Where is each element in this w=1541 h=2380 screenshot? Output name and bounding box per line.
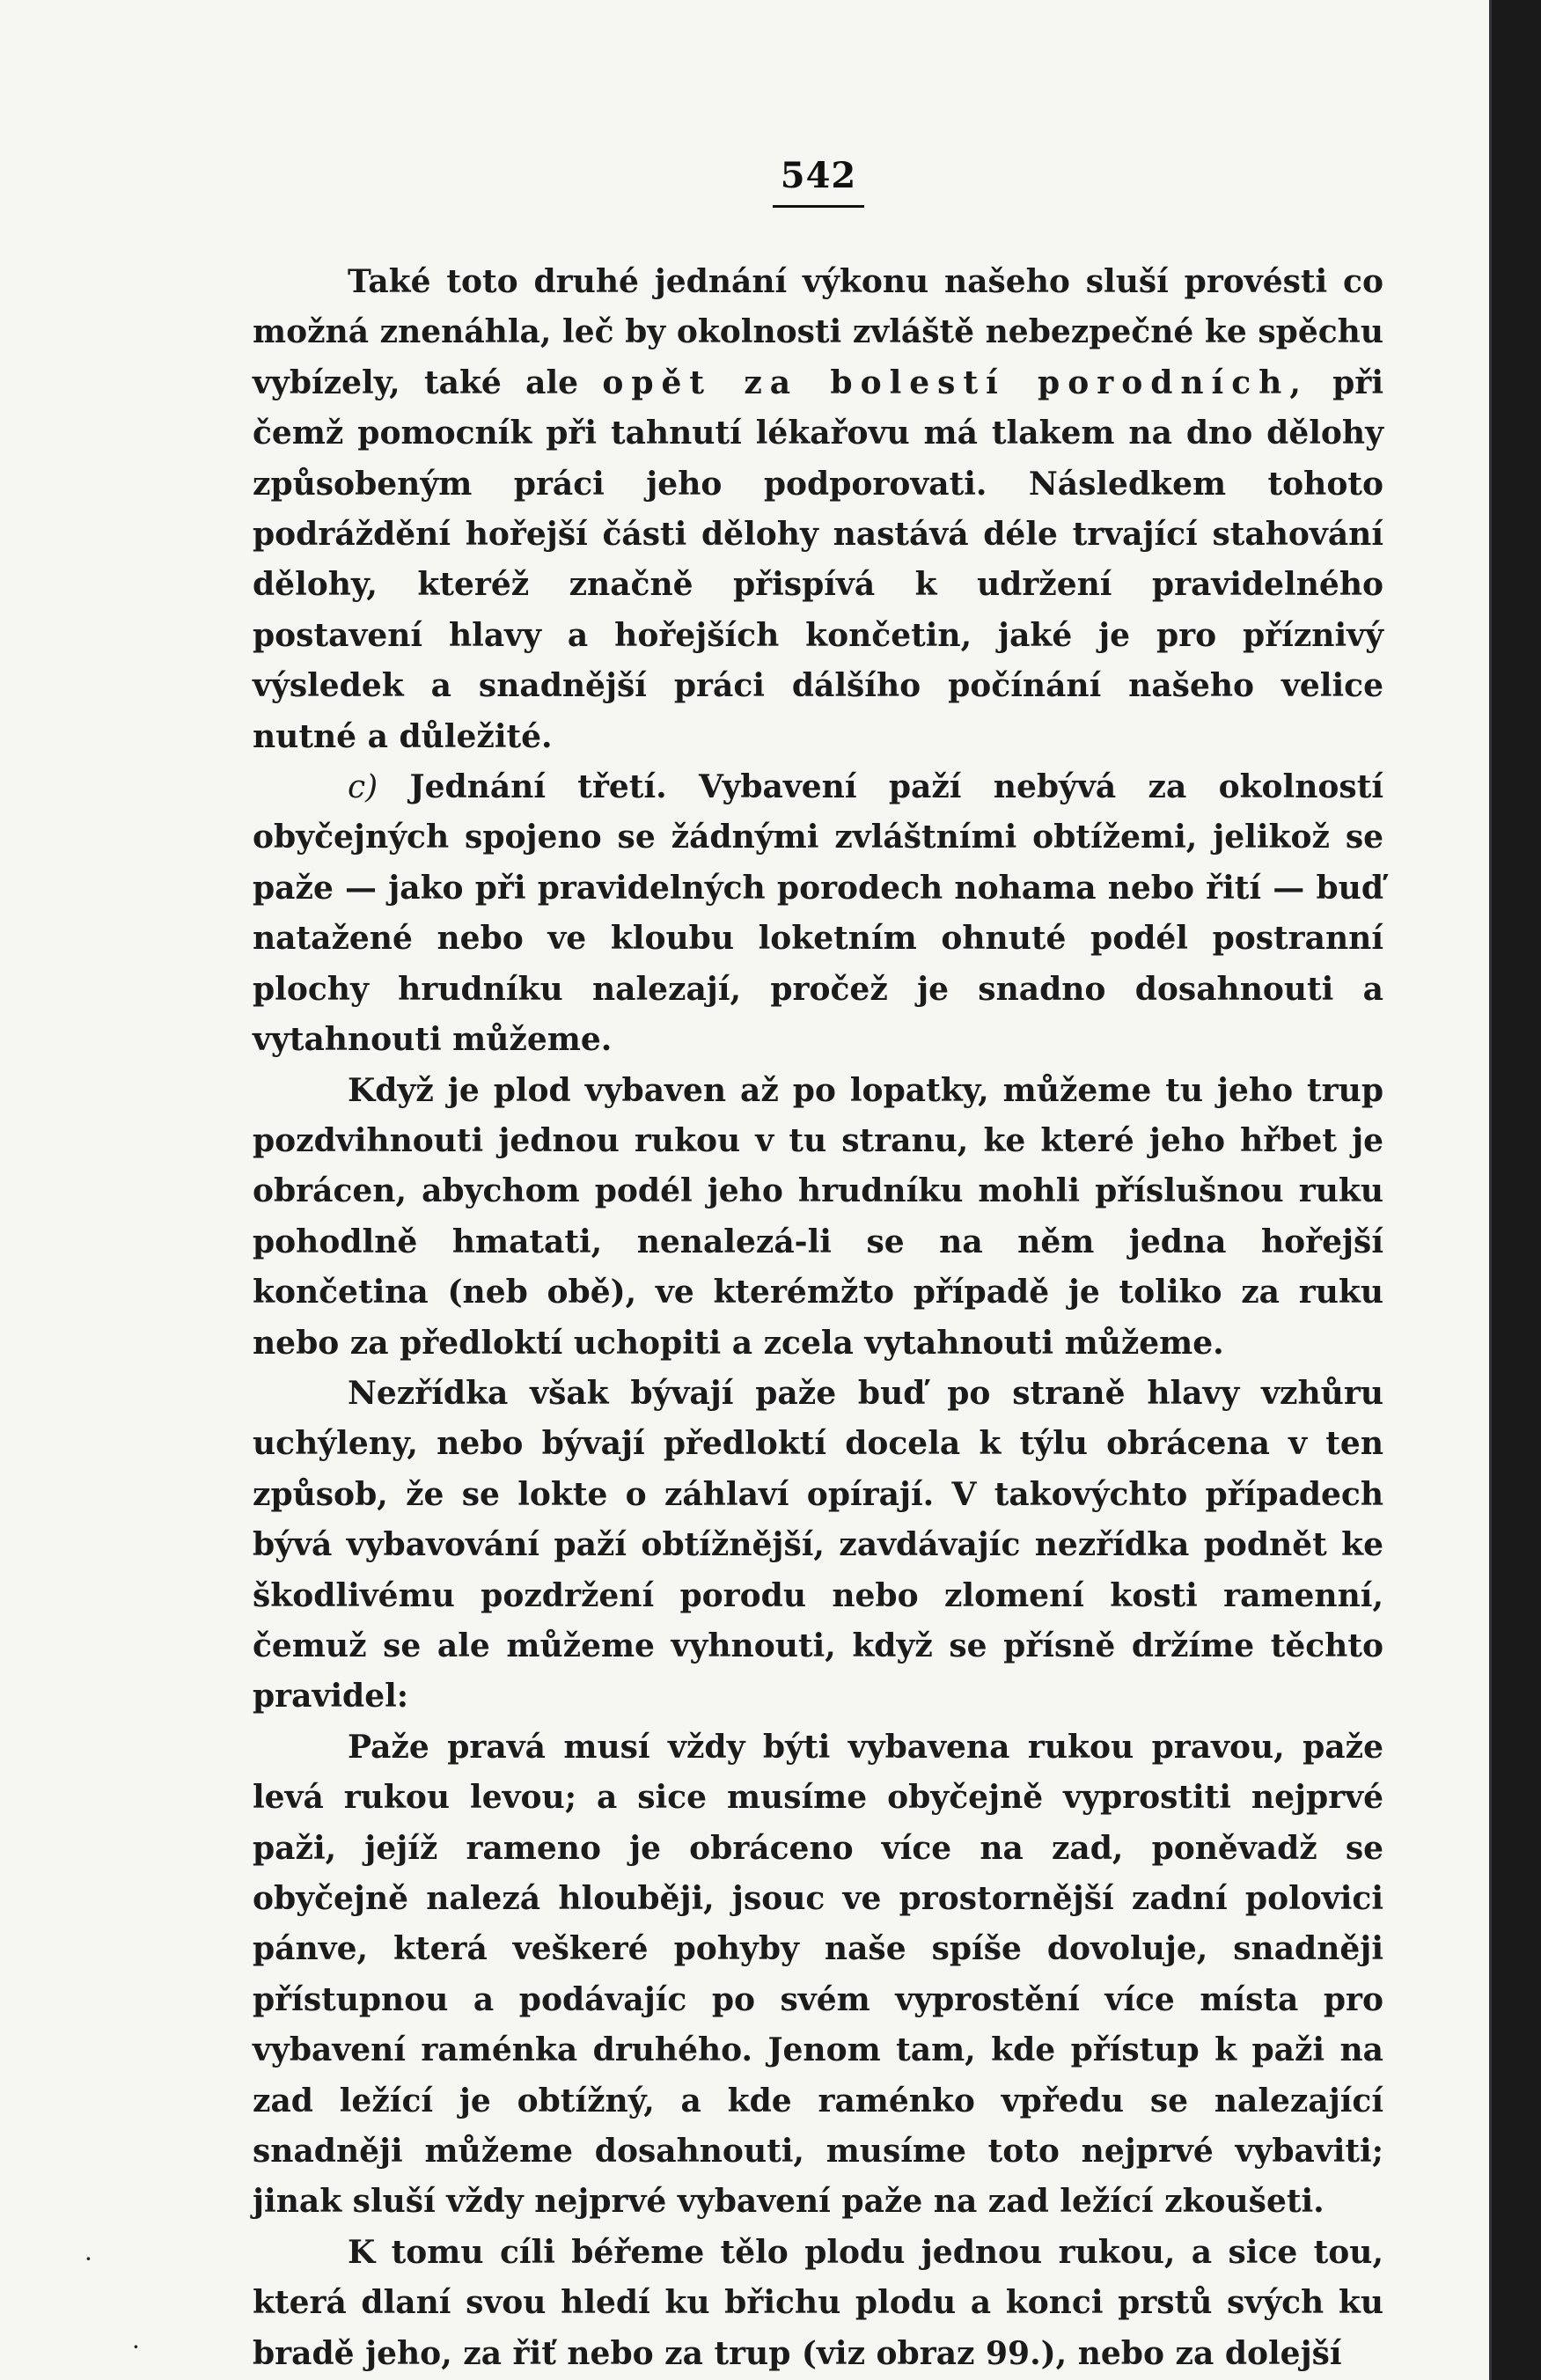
paragraph-3: Když je plod vybaven až po lopatky, můžeme tu jeho trup pozdvihnouti jednou rukou v tu stranu, ke které jeho hřbet je obrácen, abychom podél jeho hrudníku mohli příslušnou ruku pohodlně hmatati, nenalezá-li se na něm jedna hořejší končetina (neb obě), ve kterémžto případě je toliko za ruku nebo za předloktí uchopiti a zcela vytahnouti můžeme. <box>253 1071 1383 1362</box>
page-edge-line <box>1489 0 1492 2380</box>
page-number-underline <box>773 205 864 208</box>
paragraph-4: Nezřídka však bývají paže buď po straně hlavy vzhůru uchýleny, nebo bývají předloktí docela k týlu obrácena v ten způsob, že se lokte o záhlaví opírají. V takovýchto případech bývá vybavování paží obtížnější, zavdávajíc nezřídka podnět ke škodlivému pozdržení porodu nebo zlomení kosti ramenní, čemuž se ale můžeme vyhnouti, když se přísně držíme těchto pravidel: <box>253 1374 1383 1715</box>
paragraph-1-part-1: Také toto druhé jednání výkonu našeho sluší provésti co možná znenáhla, leč by okolnosti zvláště nebezpečné ke spěchu vybízely, také ale <box>253 263 1383 401</box>
paragraph-1-emphasis: opět za bolestí porodních, <box>602 364 1309 401</box>
section-marker: c) <box>348 769 378 806</box>
paragraph-1 <box>253 257 1383 762</box>
scan-speck: · <box>84 2244 92 2273</box>
paragraph-2-text: Jednání třetí. Vybavení paží nebývá za okolností obyčejných spojeno se žádnými zvláštními obtížemi, jelikož se paže — jako při pravidelných porodech nohama nebo řití — buď natažené nebo ve kloubu loketním ohnuté podél postranní plochy hrudníku nalezají, pročež je snadno dosahnouti a vytahnouti můžeme. <box>253 768 1383 1059</box>
paragraph-5: Paže pravá musí vždy býti vybavena rukou pravou, paže levá rukou levou; a sice musíme obyčejně vyprostiti nejprvé paži, jejíž rameno je obráceno více na zad, poněvadž se obyčejně nalezá hlouběji, jsouc ve prostornější zadní polovici pánve, která veškeré pohyby naše spíše dovoluje, snadněji přístupnou a podávajíc po svém vyprostění více místa pro vybavení raménka druhého. Jenom tam, kde přístup k paži na zad ležící je obtížný, a kde raménko vpředu se nalezající snadněji můžeme dosahnouti, musíme toto nejprvé vybaviti; jinak sluší vždy nejprvé vybavení paže na zad ležící zkoušeti. <box>253 1728 1383 2221</box>
scan-speck-2: · <box>132 2332 140 2362</box>
paragraph-2 <box>253 762 1383 1065</box>
body-text <box>253 257 1383 2379</box>
paragraph-1-part-3: při čemž pomocník při tahnutí lékařovu má tlakem na dno dělohy způsobeným práci jeho podporovati. Následkem tohoto podráždění hořejší části dělohy nastává déle trvající stahování dělohy, kteréž značně přispívá k udržení pravidelného postavení hlavy a hořejších končetin, jaké je pro příznivý výsledek a snadnější práci dálšího počínání našeho velice nutné a důležité. <box>253 364 1383 755</box>
page-number: 542 <box>780 155 857 196</box>
paragraph-6: K tomu cíli béřeme tělo plodu jednou rukou, a sice tou, která dlaní svou hledí ku břichu plodu a konci prstů svých ku bradě jeho, za řiť nebo za trup (viz obraz 99.), nebo za dolejší <box>253 2233 1383 2372</box>
